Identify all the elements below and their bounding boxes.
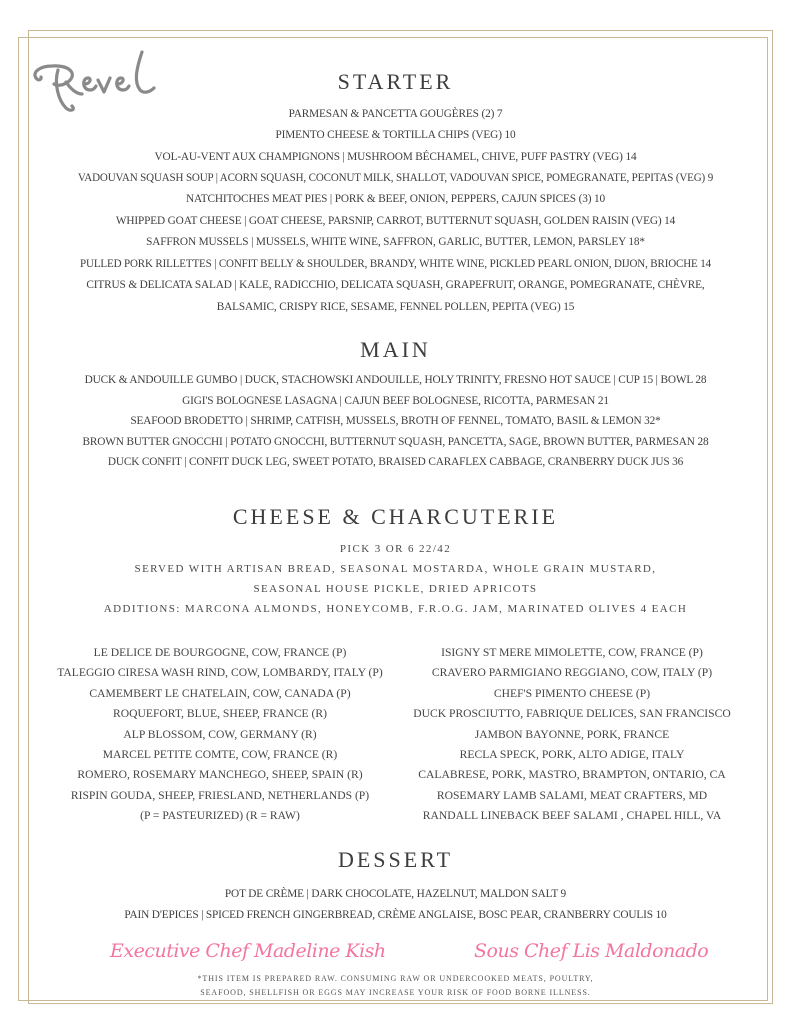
executive-chef-signature: Executive Chef Madeline Kish (110, 940, 386, 962)
cheese-pricing: PICK 3 OR 6 22/42 (339, 543, 452, 555)
menu-item: GIGI'S BOLOGNESE LASAGNA | CAJUN BEEF BOLOGNESE, RICOTTA, PARMESAN 21 (182, 395, 609, 407)
charcuterie-item: DUCK PROSCIUTTO, FABRIQUE DELICES, SAN FRANCISCO (413, 707, 731, 721)
cheese-item: TALEGGIO CIRESA WASH RIND, COW, LOMBARDY, ITALY (P) (57, 666, 383, 680)
cheese-item: MARCEL PETITE COMTE, COW, FRANCE (R) (102, 748, 338, 762)
sous-chef-signature: Sous Chef Lis Maldonado (474, 940, 709, 962)
cheese-item: ROQUEFORT, BLUE, SHEEP, FRANCE (R) (113, 707, 327, 721)
charcuterie-item: CALABRESE, PORK, MASTRO, BRAMPTON, ONTARIO, CA (418, 768, 726, 782)
menu-item: VADOUVAN SQUASH SOUP | ACORN SQUASH, COCONUT MILK, SHALLOT, VADOUVAN SPICE, POMEGRANATE, PEPITAS (VEG) 9 (77, 172, 714, 184)
cheese-item: CAMEMBERT LE CHATELAIN, COW, CANADA (P) (89, 686, 351, 700)
cheese-item: ROMERO, ROSEMARY MANCHEGO, SHEEP, SPAIN (R) (77, 768, 363, 782)
cheese-item: RISPIN GOUDA, SHEEP, FRIESLAND, NETHERLANDS (P) (70, 788, 370, 802)
menu-item: SEAFOOD BRODETTO | SHRIMP, CATFISH, MUSSELS, BROTH OF FENNEL, TOMATO, BASIL & LEMON 32* (130, 415, 661, 427)
cheese-served-with-continued: SEASONAL HOUSE PICKLE, DRIED APRICOTS (253, 583, 538, 595)
menu-item: WHIPPED GOAT CHEESE | GOAT CHEESE, PARSNIP, CARROT, BUTTERNUT SQUASH, GOLDEN RAISIN (VEG) 14 (115, 215, 676, 227)
charcuterie-list (382, 643, 762, 827)
menu-item: SAFFRON MUSSELS | MUSSELS, WHITE WINE, SAFFRON, GARLIC, BUTTER, LEMON, PARSLEY 18* (146, 236, 645, 248)
menu-item: VOL-AU-VENT AUX CHAMPIGNONS | MUSHROOM BÉCHAMEL, CHIVE, PUFF PASTRY (VEG) 14 (154, 151, 637, 163)
menu-item-continued: BALSAMIC, CRISPY RICE, SESAME, FENNEL POLLEN, PEPITA (VEG) 15 (216, 301, 575, 313)
menu-item: PIMENTO CHEESE & TORTILLA CHIPS (VEG) 10 (275, 129, 516, 141)
charcuterie-item: CHEF'S PIMENTO CHEESE (P) (493, 686, 651, 700)
cheese-additions: ADDITIONS: MARCONA ALMONDS, HONEYCOMB, F.R.O.G. JAM, MARINATED OLIVES 4 EACH (103, 603, 688, 615)
cheese-item: ALP BLOSSOM, COW, GERMANY (R) (123, 727, 317, 741)
charcuterie-item: RECLA SPECK, PORK, ALTO ADIGE, ITALY (459, 748, 685, 762)
section-title-main: MAIN (360, 337, 431, 362)
menu-item: PAIN D'EPICES | SPICED FRENCH GINGERBREAD, CRÈME ANGLAISE, BOSC PEAR, CRANBERRY COULIS 10 (124, 909, 667, 921)
charcuterie-item: ISIGNY ST MERE MIMOLETTE, COW, FRANCE (P) (441, 646, 703, 659)
menu-item: DUCK CONFIT | CONFIT DUCK LEG, SWEET POTATO, BRAISED CARAFLEX CABBAGE, CRANBERRY DUCK JUS 36 (107, 456, 684, 468)
charcuterie-item: ROSEMARY LAMB SALAMI, MEAT CRAFTERS, MD (436, 788, 708, 802)
cheese-item: LE DELICE DE BOURGOGNE, COW, FRANCE (P) (93, 646, 347, 659)
cheese-served-with: SERVED WITH ARTISAN BREAD, SEASONAL MOSTARDA, WHOLE GRAIN MUSTARD, (134, 563, 657, 575)
section-title-starter: STARTER (337, 69, 454, 94)
section-title-dessert: DESSERT (337, 847, 454, 872)
charcuterie-item: CRAVERO PARMIGIANO REGGIANO, COW, ITALY (P) (431, 666, 713, 680)
section-title-cheese-charcuterie: CHEESE & CHARCUTERIE (232, 504, 559, 529)
menu-item: PULLED PORK RILLETTES | CONFIT BELLY & SHOULDER, BRANDY, WHITE WINE, PICKLED PEARL ONION, DIJON, BRIOCHE 14 (80, 258, 711, 270)
cheese-legend: (P = PASTEURIZED) (R = RAW) (140, 809, 300, 823)
raw-disclaimer: *THIS ITEM IS PREPARED RAW. CONSUMING RAW OR UNDERCOOKED MEATS, POULTRY, (197, 974, 594, 983)
menu-item: DUCK & ANDOUILLE GUMBO | DUCK, STACHOWSKI ANDOUILLE, HOLY TRINITY, FRESNO HOT SAUCE | CUP 15 | BOWL 28 (84, 374, 707, 386)
menu-item: PARMESAN & PANCETTA GOUGÈRES (2) 7 (288, 108, 503, 120)
menu-item: POT DE CRÈME | DARK CHOCOLATE, HAZELNUT, MALDON SALT 9 (224, 888, 567, 900)
charcuterie-item: JAMBON BAYONNE, PORK, FRANCE (474, 727, 670, 741)
menu-item: NATCHITOCHES MEAT PIES | PORK & BEEF, ONION, PEPPERS, CAJUN SPICES (3) 10 (185, 193, 606, 205)
cheese-list (30, 643, 410, 827)
menu-item: CITRUS & DELICATA SALAD | KALE, RADICCHIO, DELICATA SQUASH, GRAPEFRUIT, ORANGE, POMEGRANATE, CHÈVRE, (86, 279, 705, 291)
charcuterie-item: RANDALL LINEBACK BEEF SALAMI , CHAPEL HILL, VA (422, 809, 722, 823)
raw-disclaimer-continued: SEAFOOD, SHELLFISH OR EGGS MAY INCREASE YOUR RISK OF FOOD BORNE ILLNESS. (200, 988, 591, 997)
menu-item: BROWN BUTTER GNOCCHI | POTATO GNOCCHI, BUTTERNUT SQUASH, PANCETTA, SAGE, BROWN BUTTER, PARMESAN 28 (82, 436, 709, 448)
